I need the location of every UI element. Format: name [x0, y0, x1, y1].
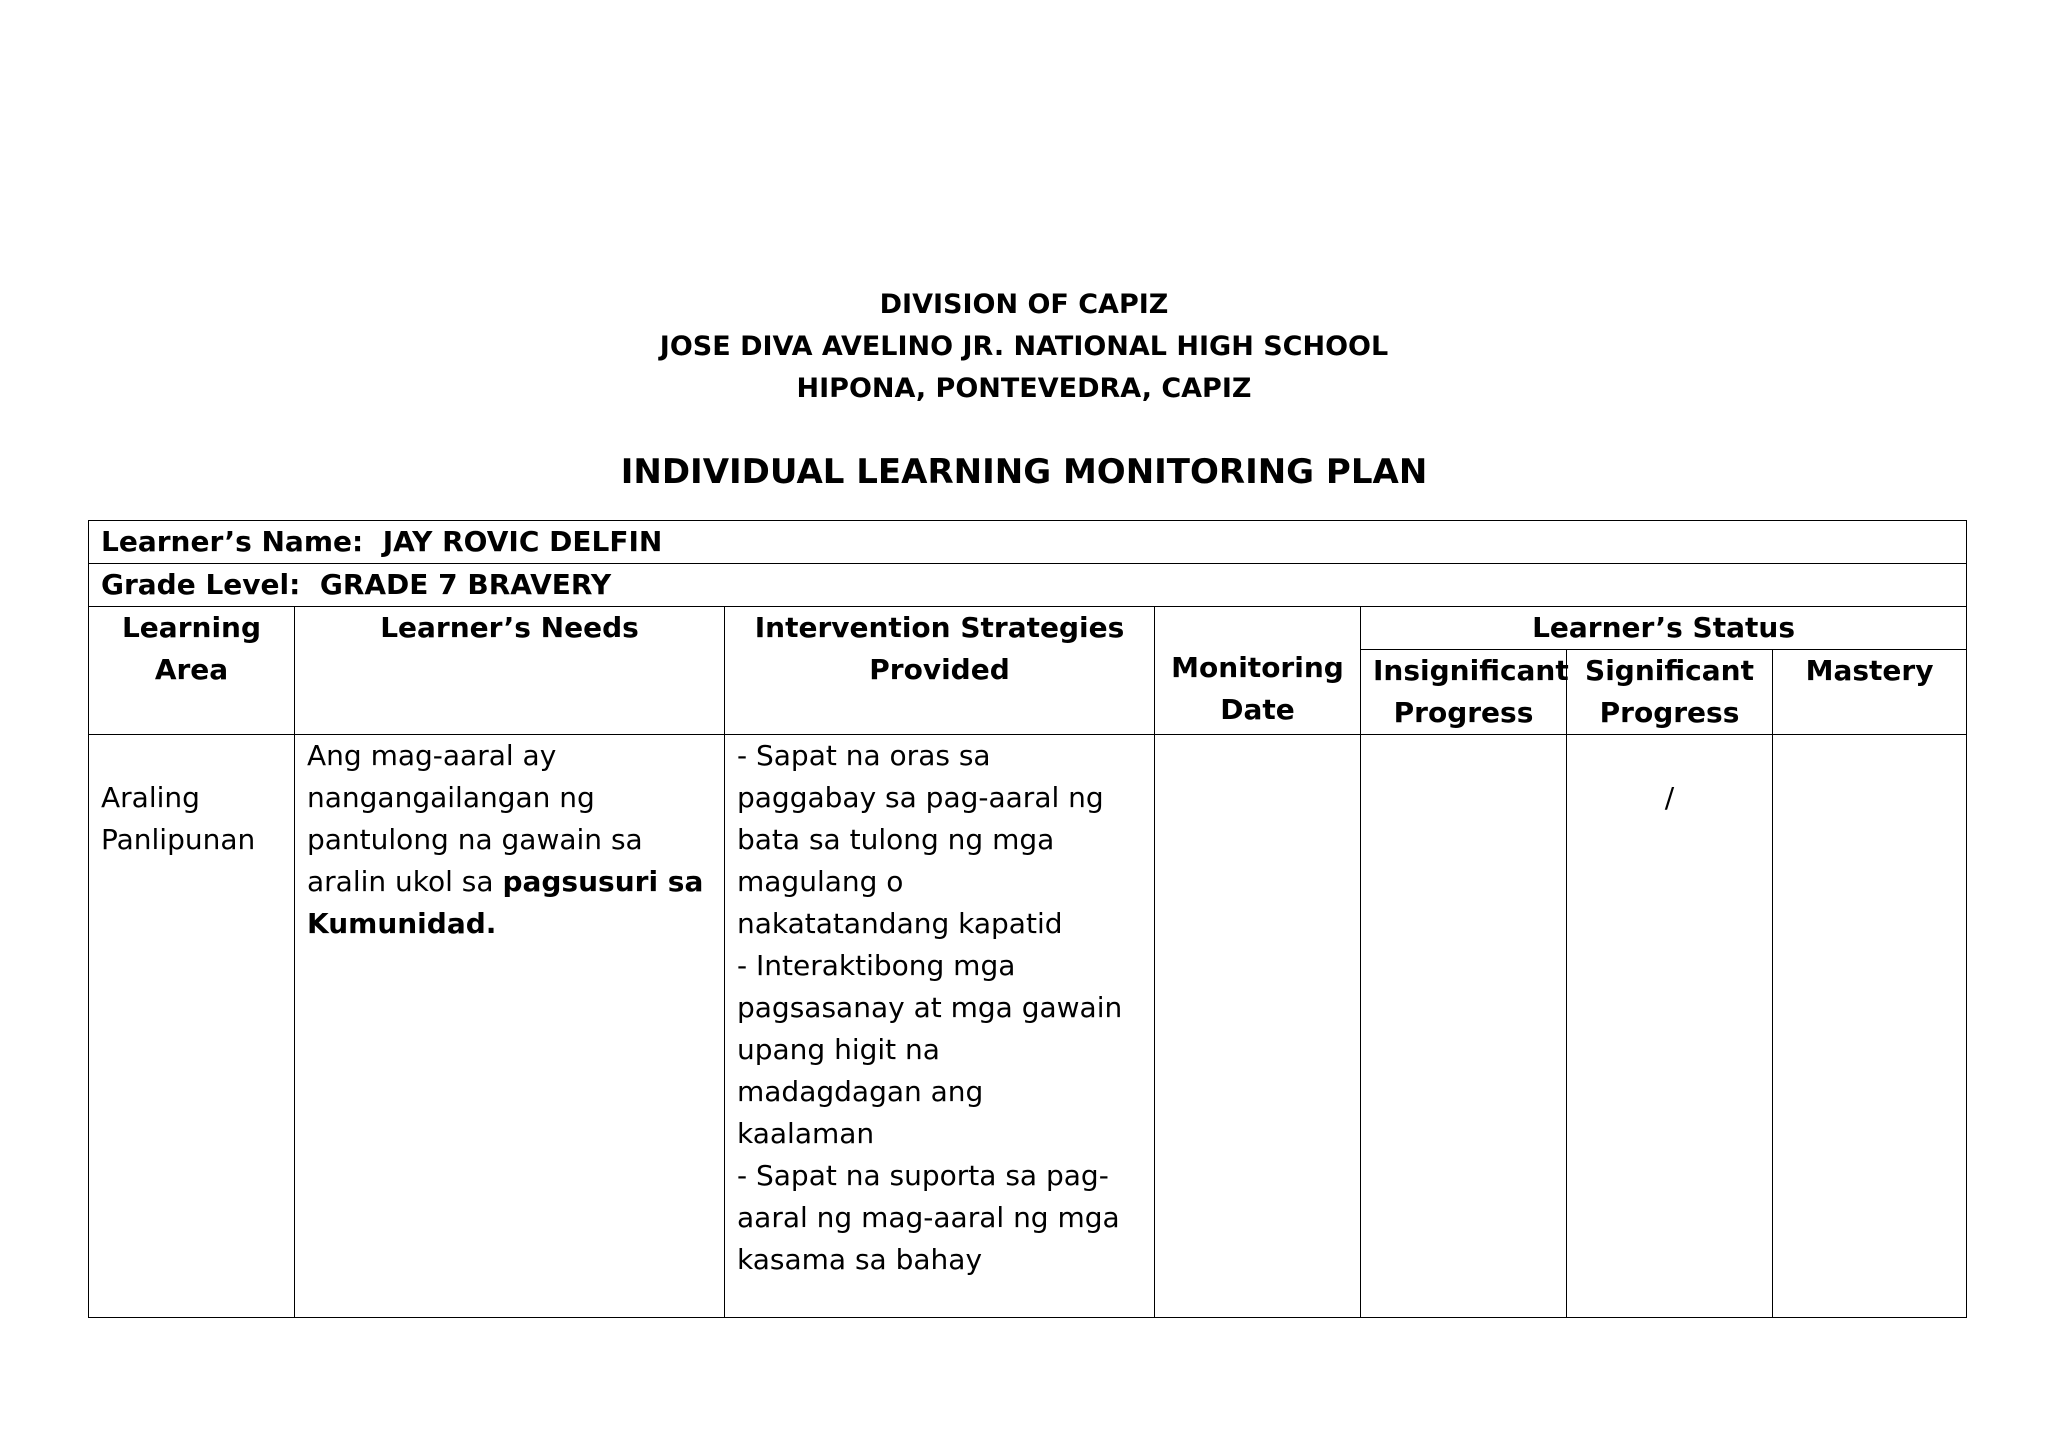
significant-header-line2: Progress — [1599, 696, 1740, 729]
insignificant-progress-cell — [1361, 735, 1567, 1318]
document-header — [0, 284, 2048, 410]
needs-line2: nangangailangan ng — [307, 781, 595, 814]
needs-line4-bold: pagsusuri sa — [502, 865, 704, 898]
needs-line3: pantulong na gawain sa — [307, 823, 643, 856]
learning-area-line1: Araling — [101, 781, 200, 814]
learners-needs-cell — [295, 735, 725, 1318]
mastery-header — [1773, 650, 1967, 735]
learner-name-row — [89, 521, 1967, 564]
needs-line1: Ang mag-aaral ay — [307, 739, 557, 772]
insignificant-header-line1: Insignificant — [1373, 654, 1569, 687]
intervention-line: bata sa tulong ng mga — [737, 823, 1055, 856]
learner-name-cell — [89, 521, 1967, 564]
column-header-row — [89, 607, 1967, 650]
monitoring-date-header — [1155, 607, 1361, 735]
intervention-header-line1: Intervention Strategies — [754, 611, 1125, 644]
mastery-cell — [1773, 735, 1967, 1318]
insignificant-header-line2: Progress — [1393, 696, 1534, 729]
significant-progress-mark: / — [1664, 781, 1675, 814]
insignificant-progress-header — [1361, 650, 1567, 735]
intervention-cell — [725, 735, 1155, 1318]
learner-name-label: Learner’s Name: — [101, 525, 364, 558]
learners-status-header: Learner’s Status — [1361, 607, 1967, 650]
needs-line5-bold: Kumunidad. — [307, 907, 497, 940]
learning-area-cell — [89, 735, 295, 1318]
intervention-line: aaral ng mag-aaral ng mga — [737, 1201, 1120, 1234]
learning-area-line2: Panlipunan — [101, 823, 256, 856]
intervention-line: kaalaman — [737, 1117, 875, 1150]
significant-header-line1: Significant — [1585, 654, 1754, 687]
intervention-line: - Sapat na oras sa — [737, 739, 991, 772]
monitoring-date-cell — [1155, 735, 1361, 1318]
table-row — [89, 735, 1967, 1318]
intervention-header — [725, 607, 1155, 735]
grade-level-label: Grade Level: — [101, 568, 301, 601]
intervention-line: magulang o — [737, 865, 904, 898]
intervention-header-line2: Provided — [869, 653, 1010, 686]
intervention-line: kasama sa bahay — [737, 1243, 983, 1276]
intervention-line: - Sapat na suporta sa pag- — [737, 1159, 1109, 1192]
school-name: JOSE DIVA AVELINO JR. NATIONAL HIGH SCHOOL — [659, 331, 1389, 362]
learners-needs-header — [295, 607, 725, 735]
monitoring-date-header-line1: Monitoring — [1171, 651, 1344, 684]
intervention-line: madagdagan ang — [737, 1075, 984, 1108]
monitoring-plan-table — [88, 520, 1967, 1318]
learning-area-header-line1: Learning — [121, 611, 262, 644]
learner-name-value: JAY ROVIC DELFIN — [382, 525, 663, 558]
intervention-line: nakatatandang kapatid — [737, 907, 1063, 940]
needs-line4-plain: aralin ukol sa — [307, 865, 503, 898]
intervention-line: paggabay sa pag-aaral ng — [737, 781, 1104, 814]
monitoring-date-header-line2: Date — [1220, 693, 1295, 726]
intervention-line: upang higit na — [737, 1033, 940, 1066]
needs-line4 — [307, 861, 712, 903]
significant-progress-header — [1567, 650, 1773, 735]
learners-needs-header-text: Learner’s Needs — [380, 611, 639, 644]
grade-level-row — [89, 564, 1967, 607]
learning-area-header — [89, 607, 295, 735]
mastery-header-text: Mastery — [1805, 654, 1934, 687]
intervention-line: - Interaktibong mga — [737, 949, 1016, 982]
division-name: DIVISION OF CAPIZ — [879, 289, 1169, 320]
grade-level-value: GRADE 7 BRAVERY — [319, 568, 612, 601]
school-address: HIPONA, PONTEVEDRA, CAPIZ — [796, 373, 1252, 404]
learning-area-header-line2: Area — [154, 653, 229, 686]
grade-level-cell — [89, 564, 1967, 607]
significant-progress-cell — [1567, 735, 1773, 1318]
document-title: INDIVIDUAL LEARNING MONITORING PLAN — [620, 452, 1428, 492]
intervention-line: pagsasanay at mga gawain — [737, 991, 1123, 1024]
